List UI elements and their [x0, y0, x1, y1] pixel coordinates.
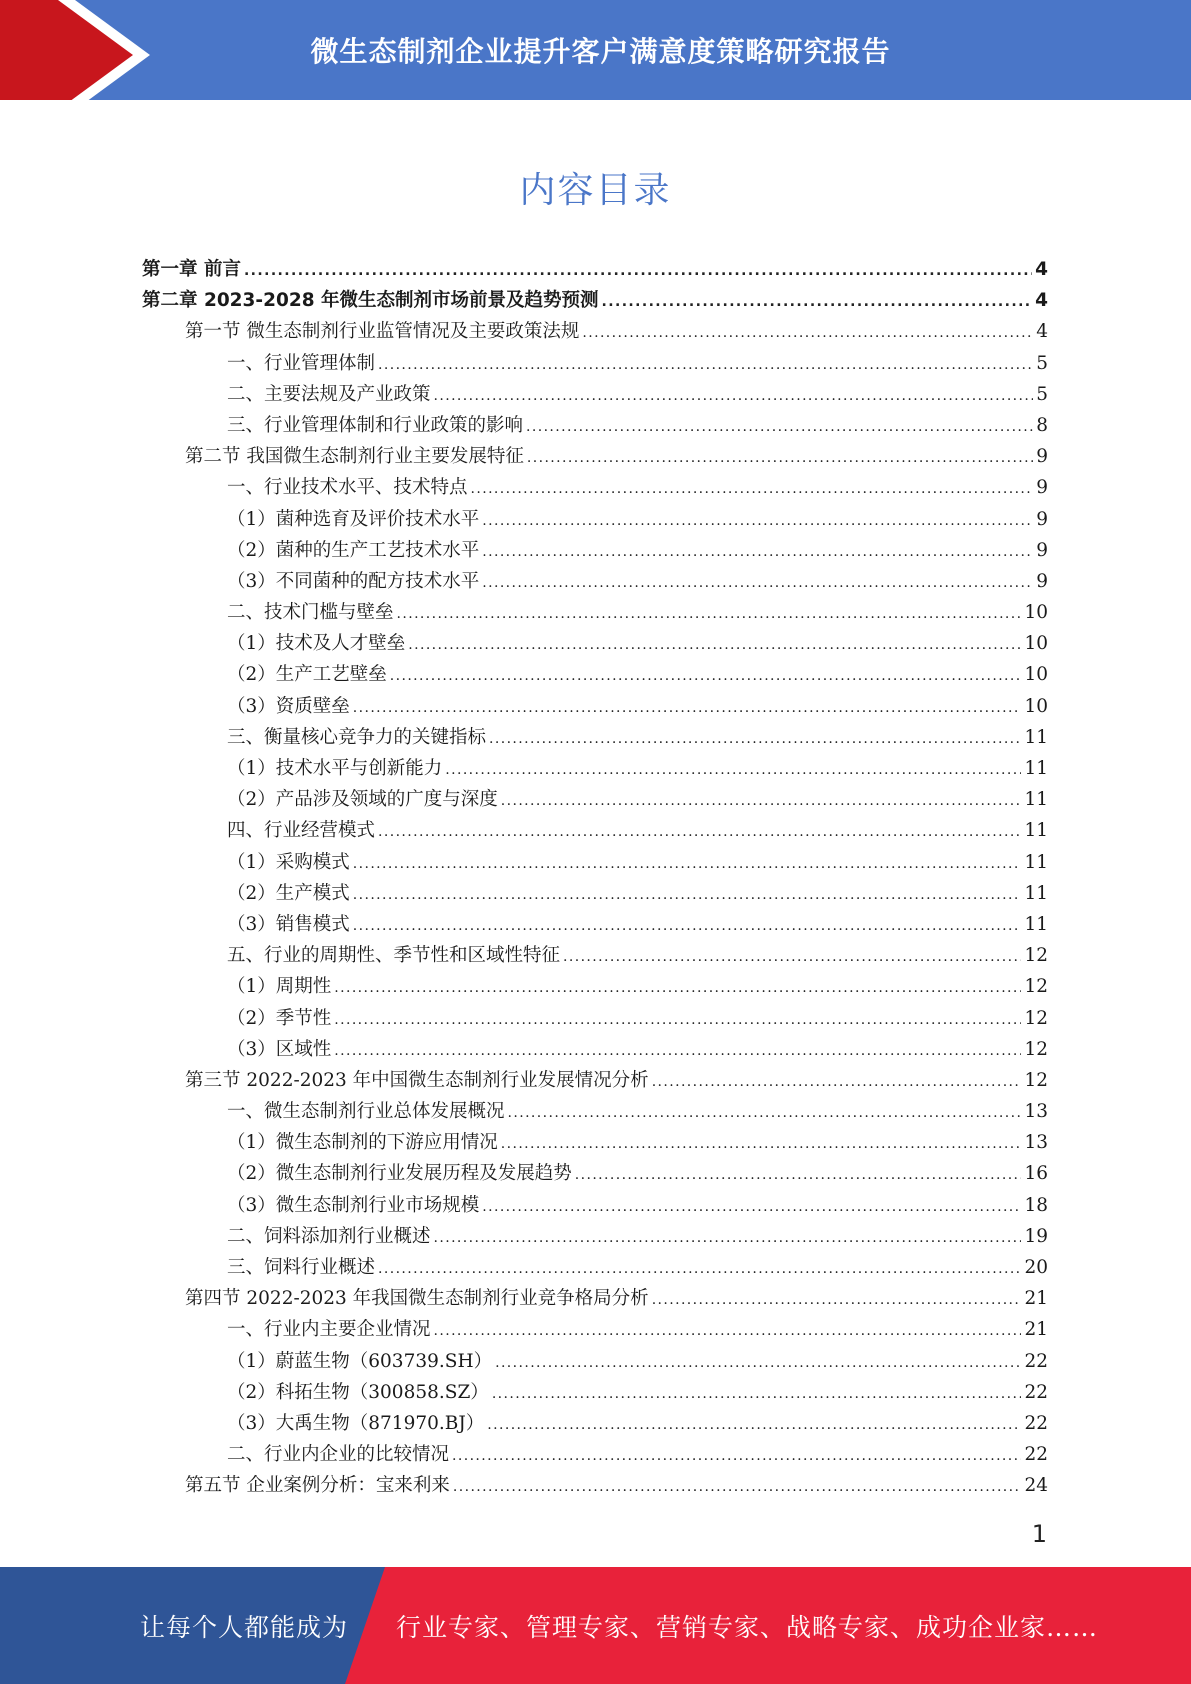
toc-entry-page: 10 [1024, 602, 1048, 624]
toc-entry-label: （1）技术水平与创新能力 [227, 758, 443, 779]
toc-entry-page: 9 [1036, 477, 1048, 499]
toc-entry-label: 二、主要法规及产业政策 [227, 383, 431, 405]
toc-entry[interactable] [142, 472, 1048, 503]
toc-entry-page: 5 [1036, 352, 1048, 374]
toc-entry[interactable] [142, 1252, 1048, 1283]
toc-entry[interactable] [142, 1221, 1048, 1252]
toc-entry-page: 9 [1036, 570, 1048, 592]
toc-entry-page: 12 [1024, 1069, 1048, 1091]
toc-entry-label: （2）产品涉及领域的广度与深度 [227, 789, 498, 811]
toc-dot-leader [434, 1223, 1022, 1254]
toc-dot-leader [492, 1379, 1022, 1410]
toc-entry-label: （3）区域性 [227, 1038, 332, 1060]
toc-entry-label: （2）微生态制剂行业发展历程及发展趋势 [227, 1163, 572, 1185]
toc-entry[interactable] [142, 1096, 1048, 1127]
toc-entry-label: 三、饲料行业概述 [227, 1257, 376, 1278]
toc-entry-label: 二、技术门槛与壁垒 [227, 602, 394, 624]
toc-dot-leader [353, 880, 1022, 911]
toc-dot-leader [353, 849, 1022, 880]
toc-entry[interactable] [142, 878, 1048, 909]
toc-entry[interactable] [142, 1065, 1048, 1096]
toc-dot-leader [471, 474, 1034, 505]
toc-entry-page: 9 [1036, 508, 1048, 530]
toc-entry-page: 22 [1024, 1350, 1048, 1372]
toc-entry-page: 4 [1035, 259, 1048, 280]
toc-entry[interactable] [142, 254, 1048, 285]
toc-entry[interactable] [142, 722, 1048, 753]
toc-entry-page: 20 [1024, 1257, 1048, 1278]
toc-entry-page: 11 [1024, 882, 1048, 904]
toc-dot-leader [334, 1005, 1021, 1036]
toc-entry-label: （1）技术及人才壁垒 [227, 633, 406, 655]
toc-dot-leader [408, 630, 1021, 661]
toc-dot-leader [652, 1067, 1022, 1098]
toc-entry-page: 21 [1024, 1319, 1048, 1341]
toc-entry[interactable] [142, 1034, 1048, 1065]
toc-title: 内容目录 [519, 170, 672, 211]
toc-entry-page: 22 [1024, 1412, 1048, 1434]
toc-entry[interactable] [142, 597, 1048, 628]
toc-entry-page: 24 [1024, 1475, 1048, 1497]
toc-entry-label: 第二节 我国微生态制剂行业主要发展特征 [185, 446, 524, 468]
toc-entry[interactable] [142, 566, 1048, 597]
toc-entry-page: 11 [1024, 758, 1048, 779]
toc-entry-page: 13 [1024, 1101, 1048, 1123]
toc-entry-label: （2）季节性 [227, 1007, 332, 1029]
toc-dot-leader [334, 1036, 1021, 1067]
toc-entry[interactable] [142, 628, 1048, 659]
toc-dot-leader [397, 599, 1022, 630]
toc-entry-page: 11 [1024, 913, 1048, 935]
toc-entry-page: 12 [1024, 1007, 1048, 1029]
toc-entry-label: 二、饲料添加剂行业概述 [227, 1225, 431, 1247]
toc-dot-leader [602, 287, 1033, 318]
toc-entry[interactable] [142, 1190, 1048, 1221]
toc-entry-page: 4 [1036, 321, 1048, 343]
toc-entry-page: 21 [1024, 1288, 1048, 1310]
toc-entry[interactable] [142, 847, 1048, 878]
toc-dot-leader [501, 1129, 1022, 1160]
toc-entry-page: 10 [1024, 664, 1048, 686]
toc-entry-label: 三、行业管理体制和行业政策的影响 [227, 414, 524, 436]
toc-entry-page: 5 [1036, 383, 1048, 405]
toc-entry-label: （1）采购模式 [227, 851, 350, 873]
toc-entry-label: （3）大禹生物（871970.BJ） [227, 1412, 485, 1434]
toc-entry-label: 第二章 2023-2028 年微生态制剂市场前景及趋势预测 [142, 290, 599, 312]
toc-entry-label: （1）微生态制剂的下游应用情况 [227, 1132, 498, 1154]
toc-dot-leader [508, 1098, 1022, 1129]
toc-entry-label: 三、衡量核心竞争力的关键指标 [227, 726, 487, 748]
toc-entry[interactable] [142, 971, 1048, 1002]
toc-entry-label: 四、行业经营模式 [227, 820, 376, 842]
toc-entry-page: 9 [1036, 539, 1048, 561]
toc-entry[interactable] [142, 410, 1048, 441]
toc-entry[interactable] [142, 535, 1048, 566]
toc-entry-label: （3）销售模式 [227, 913, 350, 935]
toc-entry-page: 13 [1024, 1132, 1048, 1154]
toc-entry-label: 一、行业内主要企业情况 [227, 1319, 431, 1341]
toc-entry-label: （3）不同菌种的配方技术水平 [227, 570, 480, 592]
page-header [0, 0, 1191, 110]
toc-entry-label: 二、行业内企业的比较情况 [227, 1444, 450, 1466]
toc-entry-page: 8 [1036, 414, 1048, 436]
toc-entry-page: 11 [1024, 726, 1048, 748]
toc-entry-label: 第一节 微生态制剂行业监管情况及主要政策法规 [185, 321, 580, 343]
toc-dot-leader [244, 256, 1032, 287]
toc-entry[interactable] [142, 909, 1048, 940]
toc-entry[interactable] [142, 815, 1048, 846]
footer-slogan-right: 行业专家、管理专家、营销专家、战略专家、成功企业家…… [396, 1612, 1099, 1642]
toc-dot-leader [482, 1192, 1021, 1223]
toc-entry[interactable] [142, 1003, 1048, 1034]
toc-dot-leader [445, 755, 1021, 786]
toc-entry-label: （2）生产模式 [227, 882, 350, 904]
toc-entry-label: （1）蔚蓝生物（603739.SH） [227, 1350, 493, 1372]
toc-entry[interactable] [142, 348, 1048, 379]
toc-entry[interactable] [142, 441, 1048, 472]
toc-entry-page: 22 [1024, 1444, 1048, 1466]
toc-entry-label: 五、行业的周期性、季节性和区域性特征 [227, 945, 561, 967]
toc-dot-leader [434, 1316, 1022, 1347]
toc-entry-label: 第四节 2022-2023 年我国微生态制剂行业竞争格局分析 [185, 1288, 649, 1310]
toc-dot-leader [526, 412, 1033, 443]
toc-dot-leader [501, 786, 1022, 817]
toc-entry[interactable] [142, 285, 1048, 316]
toc-entry-label: 一、行业管理体制 [227, 352, 376, 374]
toc-entry[interactable] [142, 379, 1048, 410]
toc-entry-page: 18 [1024, 1194, 1048, 1216]
toc-entry-page: 16 [1024, 1163, 1048, 1185]
toc-entry[interactable] [142, 316, 1048, 347]
toc-dot-leader [652, 1285, 1022, 1316]
toc-entry[interactable] [142, 1127, 1048, 1158]
toc-entry[interactable] [142, 504, 1048, 535]
toc-entry-label: （1）周期性 [227, 976, 332, 998]
toc-entry-page: 9 [1036, 446, 1048, 468]
toc-entry[interactable] [142, 1439, 1048, 1470]
toc-entry-label: （3）微生态制剂行业市场规模 [227, 1194, 480, 1216]
toc-entry-label: （2）科拓生物（300858.SZ） [227, 1381, 489, 1403]
header-title: 微生态制剂企业提升客户满意度策略研究报告 [310, 35, 891, 68]
toc-dot-leader [452, 1441, 1021, 1472]
toc-entry[interactable] [142, 1346, 1048, 1377]
toc-dot-leader [353, 693, 1022, 724]
toc-entry-page: 11 [1024, 851, 1048, 873]
toc-entry-label: 一、微生态制剂行业总体发展概况 [227, 1101, 505, 1123]
toc-entry[interactable] [142, 1158, 1048, 1189]
toc-entry-page: 10 [1024, 695, 1048, 717]
toc-entry-page: 4 [1035, 290, 1048, 312]
toc-dot-leader [378, 350, 1033, 381]
toc-dot-leader [487, 1410, 1021, 1441]
toc-entry-page: 11 [1024, 820, 1048, 842]
toc-entry-label: 第三节 2022-2023 年中国微生态制剂行业发展情况分析 [185, 1069, 649, 1091]
toc-entry-page: 19 [1024, 1225, 1048, 1247]
toc-dot-leader [378, 817, 1021, 848]
toc-dot-leader [495, 1348, 1021, 1379]
toc-entry[interactable] [142, 940, 1048, 971]
toc-dot-leader [334, 973, 1021, 1004]
toc-dot-leader [575, 1160, 1022, 1191]
toc-dot-leader [390, 661, 1022, 692]
page-number: 1 [1031, 1520, 1047, 1548]
toc-entry-page: 12 [1024, 1038, 1048, 1060]
toc-entry-page: 12 [1024, 945, 1048, 967]
toc-entry[interactable] [142, 1314, 1048, 1345]
toc-entry[interactable] [142, 691, 1048, 722]
table-of-contents [142, 254, 1048, 1502]
toc-dot-leader [489, 724, 1021, 755]
toc-dot-leader [378, 1254, 1021, 1285]
toc-dot-leader [482, 537, 1033, 568]
toc-entry-label: （1）菌种选育及评价技术水平 [227, 508, 480, 530]
toc-entry-page: 12 [1024, 976, 1048, 998]
toc-entry-page: 11 [1024, 789, 1048, 811]
toc-entry[interactable] [142, 1377, 1048, 1408]
toc-entry-label: （2）菌种的生产工艺技术水平 [227, 539, 480, 561]
toc-entry-page: 10 [1024, 633, 1048, 655]
toc-dot-leader [482, 568, 1033, 599]
toc-dot-leader [434, 381, 1034, 412]
footer-slogan-left: 让每个人都能成为 [140, 1612, 349, 1642]
toc-dot-leader [527, 443, 1033, 474]
toc-entry-label: （2）生产工艺壁垒 [227, 664, 387, 686]
toc-dot-leader [453, 1472, 1022, 1503]
page-footer [0, 1567, 1191, 1684]
toc-dot-leader [582, 318, 1033, 349]
toc-entry[interactable] [142, 1283, 1048, 1314]
toc-dot-leader [563, 942, 1021, 973]
toc-entry-label: 第一章 前言 [142, 259, 241, 280]
toc-entry-label: 一、行业技术水平、技术特点 [227, 477, 468, 499]
toc-entry-label: （3）资质壁垒 [227, 695, 350, 717]
toc-entry-page: 22 [1024, 1381, 1048, 1403]
toc-dot-leader [482, 506, 1033, 537]
toc-entry[interactable] [142, 659, 1048, 690]
toc-entry[interactable] [142, 1408, 1048, 1439]
toc-entry-label: 第五节 企业案例分析：宝来利来 [185, 1475, 450, 1497]
toc-entry[interactable] [142, 753, 1048, 784]
toc-dot-leader [353, 911, 1022, 942]
toc-entry[interactable] [142, 1470, 1048, 1501]
toc-entry[interactable] [142, 784, 1048, 815]
